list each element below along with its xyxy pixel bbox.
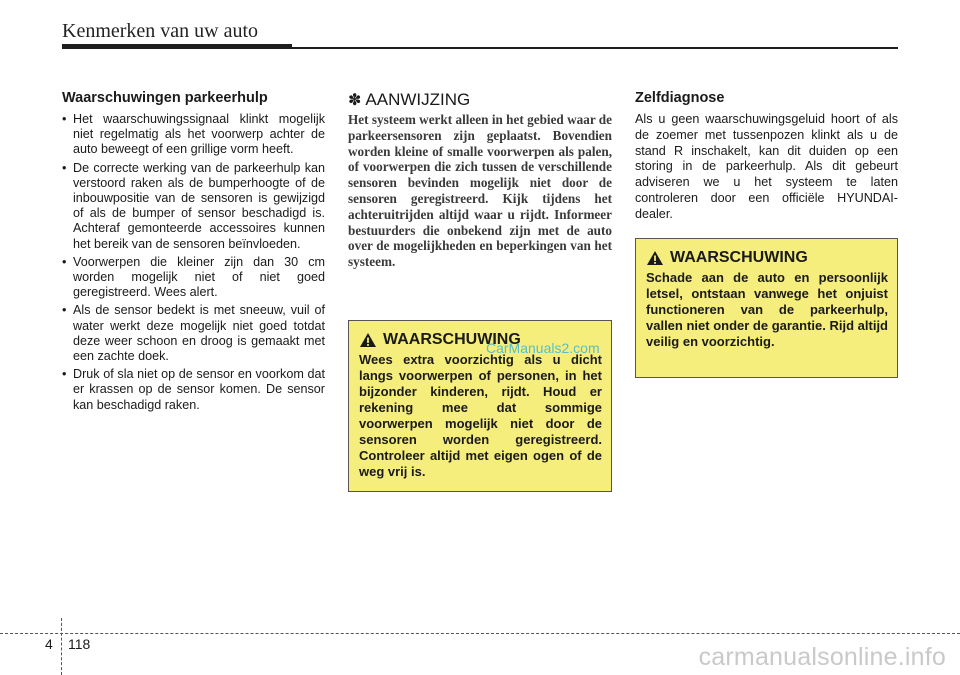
- page-header-title: Kenmerken van uw auto: [62, 20, 259, 42]
- carmanuals-watermark: CarManuals2.com: [486, 340, 600, 356]
- notice-text: Het systeem werkt alleen in het gebied waar de parkeersensoren zijn geplaatst. Bovendien worden kleine of smalle voorwerpen als palen, of voorwerpen die zich tussen de verschillende sensoren bevinden mogelijk niet door de sensoren geregistreerd. Kijk tijdens het achteruitrijden altijd waar u rijdt. Informeer bestuurders die onbekend zijn met de auto over de mogelijkheden en beperkingen van het systeem.: [348, 112, 612, 270]
- column-self-diagnosis: [635, 90, 898, 223]
- column-notice: [348, 90, 612, 270]
- column-parking-warnings: [62, 90, 325, 416]
- warning-heading: [646, 249, 888, 267]
- warning-triangle-icon: [359, 332, 377, 348]
- section-heading-self-diagnosis: Zelfdiagnose: [635, 90, 725, 106]
- notice-star-icon: ✽: [348, 92, 362, 109]
- chapter-number: 4: [45, 636, 53, 652]
- site-watermark: carmanualsonline.info: [698, 643, 946, 671]
- list-item: • Als de sensor bedekt is met sneeuw, vuil of water werkt deze mogelijk niet goed totdat deze weer schoon en droog is gemaakt met een zachte doek.: [62, 303, 325, 364]
- warning-text: Schade aan de auto en persoonlijk letsel, ontstaan vanwege het onjuist functioneren van de parkeerhulp, vallen niet onder de garantie. Rijd altijd veilig en voorzichtig.: [646, 270, 888, 349]
- header-rule-thick: [62, 44, 292, 49]
- footer-vertical-divider: [61, 618, 62, 675]
- list-item: • Het waarschuwingssignaal klinkt mogelijk niet regelmatig als het voorwerp achter de auto beweegt of een grillige vorm heeft.: [62, 112, 325, 157]
- list-item: • Voorwerpen die kleiner zijn dan 30 cm worden mogelijk niet of niet goed geregistreerd. Wees alert.: [62, 254, 325, 300]
- page-number: 118: [68, 636, 91, 652]
- section-heading-parking-warnings: Waarschuwingen parkeerhulp: [62, 90, 268, 106]
- warning-box-warranty: [635, 238, 898, 378]
- footer-divider: [0, 633, 960, 634]
- warning-triangle-icon: [646, 250, 664, 266]
- self-diagnosis-text: Als u geen waarschuwingsgeluid hoort of als de zoemer met tussenpozen klinkt als u de stand R inschakelt, kan dit duiden op een storing in de parkeerhulp. Als dit gebeurt adviseren we u het systeem te laten controleren door een officiële HYUNDAI-dealer.: [635, 112, 898, 221]
- notice-heading: [348, 90, 612, 110]
- warning-text: Wees extra voorzichtig als u dicht langs voorwerpen of personen, in het bijzonder kinderen, rijdt. Houd er rekening mee dat sommige voorwerpen mogelijk niet door de sensoren worden geregistreerd. Controleer altijd met eigen ogen of de weg vrij is.: [359, 352, 602, 479]
- notice-title: AANWIJZING: [365, 90, 471, 109]
- header-rule-thin: [292, 47, 898, 49]
- warning-title: WAARSCHUWING: [383, 331, 521, 348]
- warning-title: WAARSCHUWING: [670, 249, 808, 266]
- list-item: • De correcte werking van de parkeerhulp kan verstoord raken als de bumperhoogte of de inbouwpositie van de sensoren is gewijzigd of als de bumper of sensor beschadigd is. Achteraf gemonteerde accessoires kunnen het bereik van de sensoren beïnvloeden.: [62, 160, 325, 251]
- warning-bullet-list: [62, 112, 325, 413]
- list-item: • Druk of sla niet op de sensor en voorkom dat er krassen op de sensor komen. De sensor kan beschadigd raken.: [62, 367, 325, 412]
